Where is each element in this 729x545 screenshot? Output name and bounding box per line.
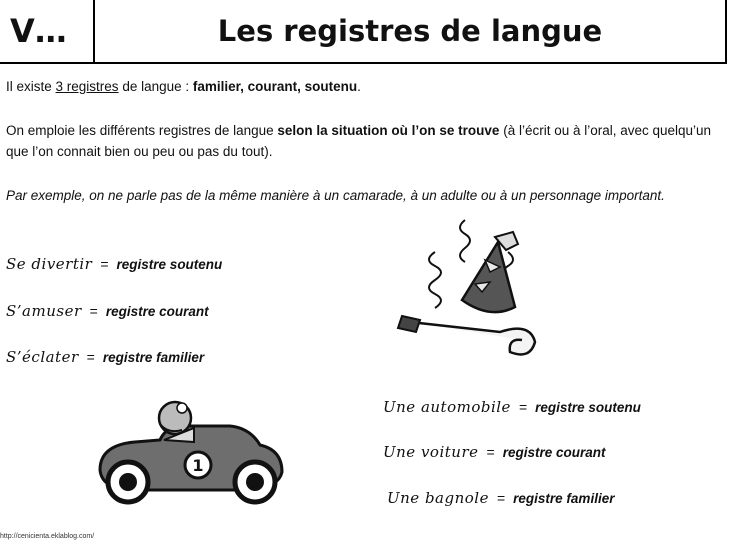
helmet-badge xyxy=(177,403,187,413)
register-count: 3 registres xyxy=(55,79,119,94)
source-url: http://cenicienta.eklablog.com/ xyxy=(0,533,95,540)
rear-hub xyxy=(246,473,264,491)
register-label: registre soutenu xyxy=(116,257,223,272)
intro-middle: de langue : xyxy=(118,79,193,94)
intro-end: . xyxy=(357,79,361,94)
race-number: 1 xyxy=(192,456,204,475)
register-label: registre courant xyxy=(502,445,606,460)
example-paragraph: Par exemple, on ne parle pas de la même manière à un camarade, à un adulte ou à un personnage important. xyxy=(6,188,665,203)
verb-row-courant xyxy=(6,302,209,320)
situation-paragraph xyxy=(6,120,721,162)
register-label: registre soutenu xyxy=(535,400,641,415)
register-label: registre familier xyxy=(513,491,615,506)
situation-prefix: On emploie les différents registres de langue xyxy=(6,123,278,138)
equals-sign: = xyxy=(496,490,506,506)
noun-word: Une automobile xyxy=(383,398,511,416)
register-list: familier, courant, soutenu xyxy=(192,79,358,94)
equals-sign: = xyxy=(100,256,109,272)
verb-word: S’éclater xyxy=(6,348,79,366)
noun-row-soutenu xyxy=(383,398,641,416)
equals-sign: = xyxy=(86,349,95,365)
party-hat-illustration xyxy=(390,212,550,362)
verb-word: S’amuser xyxy=(6,302,82,320)
equals-sign: = xyxy=(518,399,528,415)
noun-word: Une voiture xyxy=(383,443,479,461)
page-title: Les registres de langue xyxy=(217,14,603,48)
verb-row-familier xyxy=(6,348,204,366)
intro-prefix: Il existe xyxy=(6,79,56,94)
register-label: registre courant xyxy=(105,304,209,319)
blower-mouthpiece xyxy=(398,316,420,332)
register-label: registre familier xyxy=(102,350,205,365)
hat-cone xyxy=(462,242,515,312)
noun-row-familier xyxy=(387,489,614,507)
verb-row-soutenu xyxy=(6,255,222,273)
situation-emphasis: selon la situation où l’on se trouve xyxy=(277,123,500,138)
equals-sign: = xyxy=(486,444,495,460)
front-hub xyxy=(119,473,137,491)
situation-suffix: (à l’écrit ou à l’oral, avec quelqu’un que l’on connait bien ou peu ou pas du tout). xyxy=(6,123,712,159)
equals-sign: = xyxy=(89,303,98,319)
verb-word: Se divertir xyxy=(6,255,93,273)
chapter-number: V… xyxy=(0,0,95,62)
noun-word: Une bagnole xyxy=(387,489,489,507)
race-car-illustration xyxy=(90,390,290,505)
header-bar xyxy=(0,0,727,64)
party-blower xyxy=(410,322,535,354)
noun-row-courant xyxy=(383,443,605,461)
intro-paragraph xyxy=(6,76,361,97)
